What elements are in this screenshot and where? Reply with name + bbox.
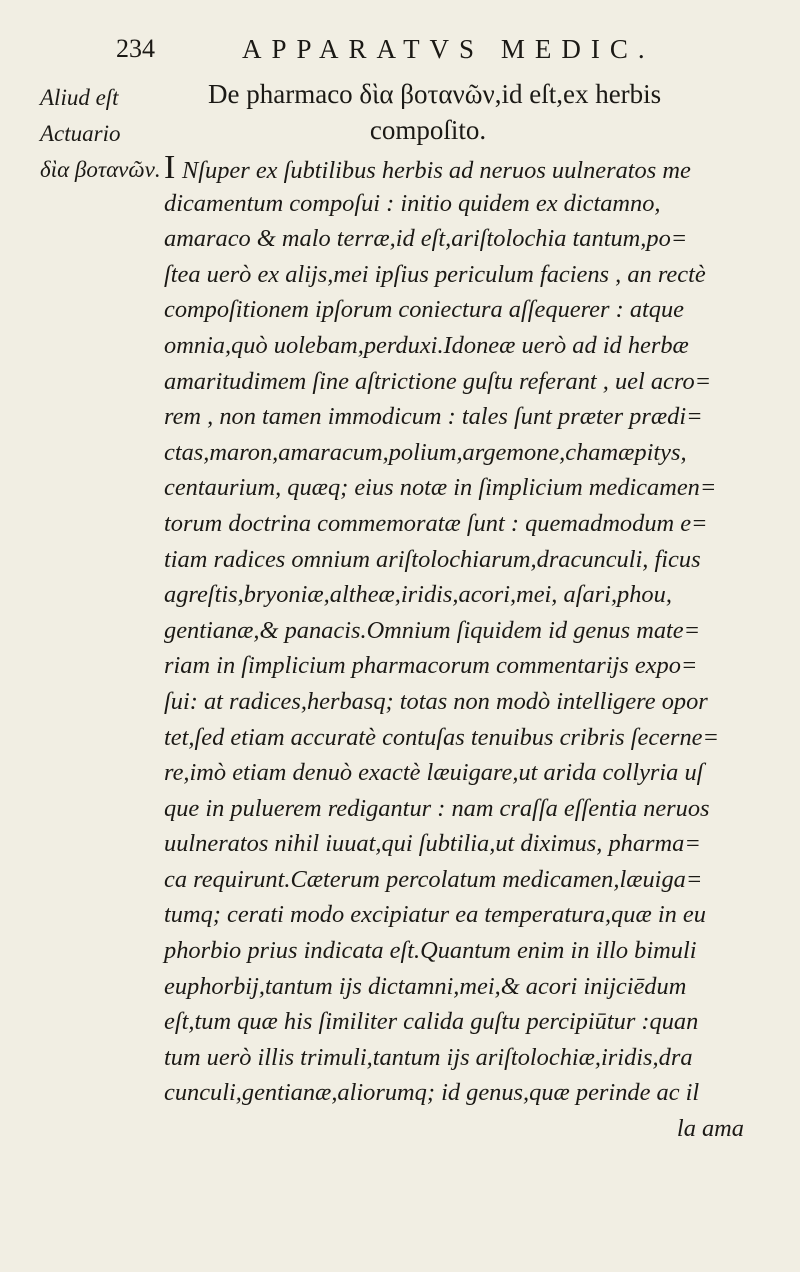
margin-note: Aliud eſt	[40, 85, 119, 110]
text-line-content: cunculi,gentianæ,aliorumq; id genus,quæ perinde ac il	[164, 1079, 700, 1107]
page-header	[116, 34, 676, 70]
text-line-content: euphorbij,tantum ijs dictamni,mei,& acori inijciēdum	[164, 972, 687, 1000]
text-line-content: phorbio prius indicata eſt.Quantum enim in illo bimuli	[164, 937, 697, 965]
text-line-content: ca requirunt.Cæterum percolatum medicamen,læuiga=	[164, 865, 703, 893]
text-line	[164, 399, 764, 435]
text-line-content: omnia,quò uolebam,perduxi.Idoneæ uerò ad id herbæ	[164, 331, 689, 359]
text-line-content: tet,ſed etiam accuratè contuſas tenuibus cribris ſecerne=	[164, 723, 719, 751]
text-line	[164, 826, 764, 862]
text-line-content: eſt,tum quæ his ſimiliter calida guſtu percipiūtur :quan	[164, 1008, 699, 1036]
chapter-title-line-2: compoſito.	[369, 115, 487, 145]
text-line-content: Nſuper ex ſubtilibus herbis ad neruos uulneratos me	[182, 157, 691, 184]
text-line-content: agreſtis,bryoniæ,altheæ,iridis,acori,mei, aſari,phou,	[164, 581, 672, 609]
text-line	[164, 506, 764, 542]
text-line-content: amaritudimem ſine aſtrictione guſtu referant , uel acro=	[164, 367, 712, 395]
text-line	[164, 1075, 764, 1111]
catchword: la ama	[676, 1115, 744, 1143]
initial-letter: I	[164, 149, 176, 186]
text-line	[164, 720, 764, 756]
text-line	[164, 364, 764, 400]
text-line	[164, 257, 764, 293]
text-line-content: ſtea uerò ex alijs,mei ipſius periculum faciens , an rectè	[164, 260, 706, 288]
text-line-content: centaurium, quæq; eius notæ in ſimplicium medicamen=	[164, 474, 717, 502]
text-line-content: ſui: at radices,herbasq; totas non modò intelligere opor	[164, 687, 708, 715]
text-line-content: tumq; cerati modo excipiatur ea temperatura,quæ in eu	[164, 901, 706, 929]
text-line	[164, 292, 764, 328]
text-line-content: riam in ſimplicium pharmacorum commentarijs expo=	[164, 652, 698, 680]
text-line-content: uulneratos nihil iuuat,qui ſubtilia,ut diximus, pharma=	[164, 830, 701, 858]
text-line	[164, 577, 764, 613]
text-line	[164, 862, 764, 898]
text-line	[164, 435, 764, 471]
text-line	[164, 542, 764, 578]
text-line	[164, 613, 764, 649]
text-line-content: ctas,maron,amaracum,polium,argemone,chamæpitys,	[164, 438, 687, 466]
text-line	[164, 755, 764, 791]
text-line-content: tiam radices omnium ariſtolochiarum,dracunculi, ficus	[164, 545, 701, 573]
text-line-content: re,imò etiam denuò exactè læuigare,ut arida collyria uſ	[164, 759, 704, 787]
chapter-title	[208, 76, 728, 148]
text-line-content: gentianæ,& panacis.Omnium ſiquidem id genus mate=	[164, 616, 701, 644]
text-line	[164, 933, 764, 969]
text-line-content: compoſitionem ipſorum coniectura aſſequerer : atque	[164, 296, 685, 324]
text-line	[164, 186, 764, 222]
text-line	[164, 684, 764, 720]
text-line-content: amaraco & malo terræ,id eſt,ariſtolochia tantum,po=	[164, 225, 688, 253]
text-line	[164, 470, 764, 506]
text-line	[164, 791, 764, 827]
text-line	[164, 150, 764, 186]
text-line	[164, 1004, 764, 1040]
text-line	[164, 221, 764, 257]
text-line	[164, 969, 764, 1005]
page-number: 234	[116, 34, 155, 63]
body-text	[164, 150, 764, 1147]
margin-note: Actuario	[40, 121, 121, 146]
text-line-content: que in puluerem redigantur : nam craſſa eſſentia neruos	[164, 794, 710, 822]
margin-note: δὶα βοτανῶν.	[40, 157, 161, 182]
text-line	[164, 1040, 764, 1076]
chapter-title-line-1: De pharmaco δὶα βοτανῶν,id eſt,ex herbis	[208, 79, 662, 109]
running-head: APPARATVS MEDIC.	[242, 34, 655, 64]
text-line	[164, 648, 764, 684]
text-line	[164, 328, 764, 364]
text-line-content: torum doctrina commemoratæ ſunt : quemadmodum e=	[164, 509, 708, 537]
text-line-content: rem , non tamen immodicum : tales ſunt præter prædi=	[164, 403, 703, 431]
text-line-content: dicamentum compoſui : initio quidem ex dictamno,	[164, 189, 661, 217]
text-line-content: tum uerò illis trimuli,tantum ijs ariſtolochiæ,iridis,dra	[164, 1043, 693, 1071]
text-line	[164, 897, 764, 933]
